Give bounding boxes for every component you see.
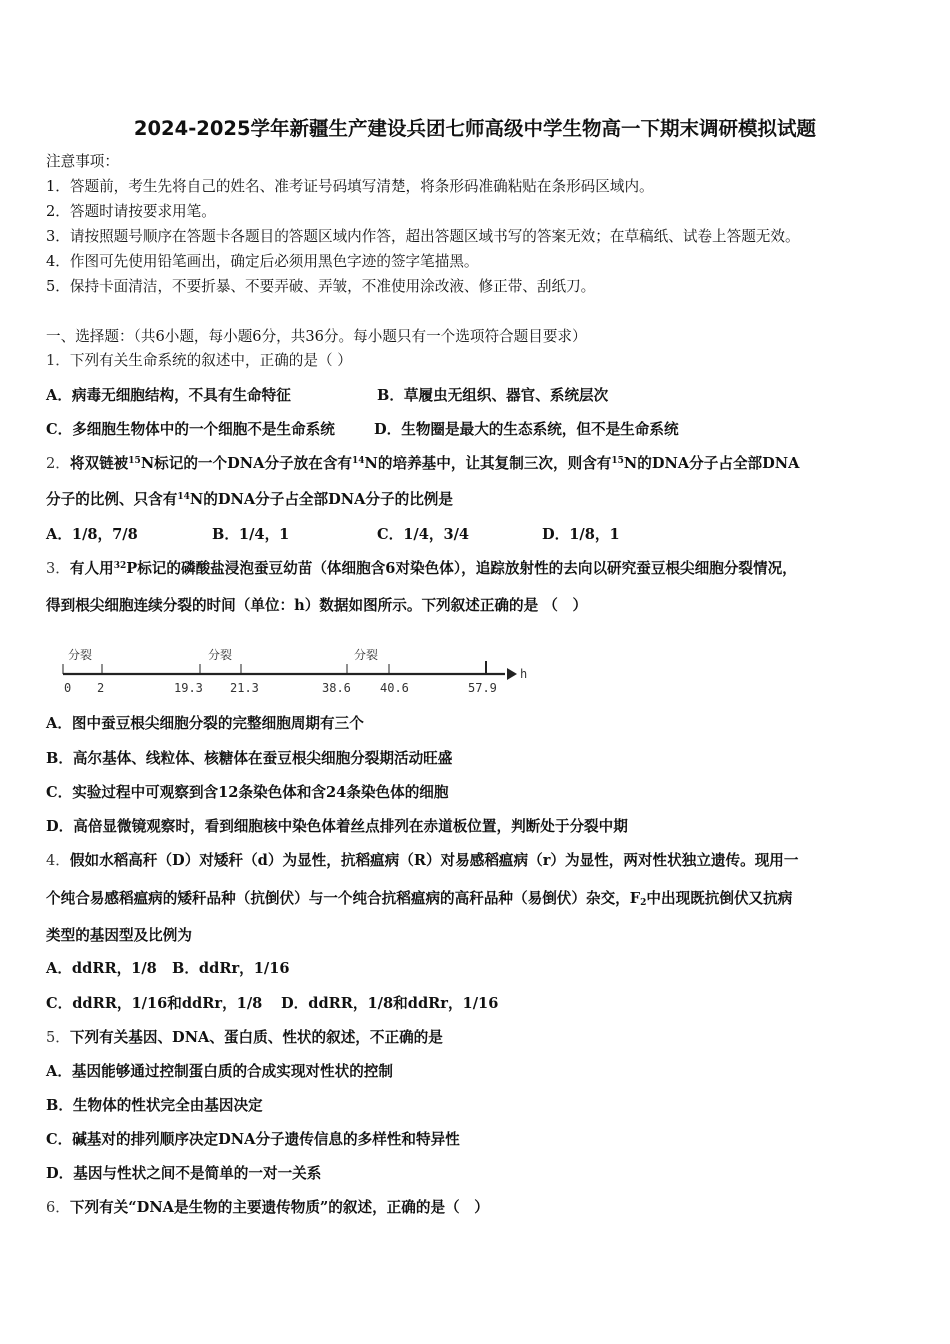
- q5-option-a: A．基因能够通过控制蛋白质的合成实现对性状的控制: [46, 1063, 393, 1080]
- notice-heading: 注意事项：: [46, 153, 119, 170]
- text-segment: N的DNA分子占全部DNA分子的比例是: [189, 491, 453, 508]
- q4-option-d: D．ddRR，1/8和ddRr，1/16: [281, 995, 499, 1012]
- division-label-2: 分裂: [208, 648, 233, 662]
- q5-option-b: B．生物体的性状完全由基因决定: [46, 1097, 263, 1114]
- notice-item-5: 5．保持卡面清洁，不要折暴、不要弄破、弄皱，不准使用涂改液、修正带、刮纸刀。: [46, 278, 596, 295]
- notice-item-1: 1．答题前，考生先将自己的姓名、准考证号码填写清楚，将条形码准确粘贴在条形码区域内。: [46, 178, 654, 195]
- question-5-stem: [46, 1028, 443, 1048]
- q3-option-b: B．高尔基体、线粒体、核糖体在蚕豆根尖细胞分裂期活动旺盛: [46, 750, 453, 767]
- q5-option-d: D．基因与性状之间不是简单的一对一关系: [46, 1165, 322, 1182]
- question-1-stem: [46, 351, 352, 371]
- text-segment: N的培养基中，让其复制三次，则含有: [364, 455, 612, 472]
- timeline-arrow: [507, 668, 517, 680]
- superscript: 14: [352, 456, 365, 466]
- tick-label: 21.3: [230, 681, 259, 695]
- text-segment: 有人用: [69, 560, 114, 577]
- question-3-line-2: 得到根尖细胞连续分裂的时间（单位：h）数据如图所示。下列叙述正确的是 （ ）: [46, 597, 588, 614]
- superscript: 14: [177, 492, 190, 502]
- q2-option-b: B．1/4，1: [212, 526, 290, 543]
- tick-label: 0: [64, 681, 72, 695]
- q3-option-a: A．图中蚕豆根尖细胞分裂的完整细胞周期有三个: [46, 715, 364, 732]
- question-number: 6．: [46, 1199, 70, 1216]
- q4-option-b: B．ddRr，1/16: [172, 960, 290, 977]
- tick-label: 38.6: [322, 681, 351, 695]
- question-2-line-1: [46, 454, 799, 474]
- q3-option-c: C．实验过程中可观察到含12条染色体和含24条染色体的细胞: [46, 784, 449, 801]
- text-segment: 假如水稻高秆（D）对矮秆（d）为显性，抗稻瘟病（R）对易感稻瘟病（r）为显性，两对性状独立遗传。现用一: [69, 852, 799, 869]
- division-label-1: 分裂: [68, 648, 93, 662]
- q3-option-d: D．高倍显微镜观察时，看到细胞核中染色体着丝点排列在赤道板位置，判断处于分裂中期: [46, 818, 628, 835]
- superscript: 32: [113, 561, 127, 571]
- question-text: 下列有关生命系统的叙述中，正确的是（ ）: [69, 352, 352, 369]
- q4-option-c: C．ddRR，1/16和ddRr，1/8: [46, 995, 263, 1012]
- subscript: 2: [640, 898, 647, 908]
- notice-item-2: 2．答题时请按要求用笔。: [46, 203, 216, 220]
- question-number: 2．: [46, 455, 70, 472]
- text-segment: P标记的磷酸盐浸泡蚕豆幼苗（体细胞含6对染色体），追踪放射性的去向以研究蚕豆根尖细胞分裂情况，: [126, 560, 797, 577]
- text-segment: 分子的比例、只含有: [46, 491, 178, 508]
- superscript: 15: [611, 456, 624, 466]
- question-4-line-2: [46, 889, 792, 909]
- question-number: 1．: [46, 352, 70, 369]
- text-segment: 将双链被: [69, 455, 129, 472]
- q1-option-c: C．多细胞生物体中的一个细胞不是生命系统: [46, 421, 335, 438]
- cell-division-timeline: [55, 637, 535, 701]
- tick-label: 2: [97, 681, 105, 695]
- page-title: 2024-2025学年新疆生产建设兵团七师高级中学生物高一下期末调研模拟试题: [133, 117, 817, 140]
- superscript: 15: [128, 456, 141, 466]
- notice-item-4: 4．作图可先使用铅笔画出，确定后必须用黑色字迹的签字笔描黑。: [46, 253, 479, 270]
- q5-option-c: C．碱基对的排列顺序决定DNA分子遗传信息的多样性和特异性: [46, 1131, 460, 1148]
- q2-option-d: D．1/8，1: [542, 526, 620, 543]
- unit-label: h: [520, 667, 528, 681]
- question-4-line-3: 类型的基因型及比例为: [46, 927, 192, 944]
- question-3-line-1: [46, 559, 797, 579]
- q4-option-a: A．ddRR，1/8: [46, 960, 157, 977]
- text-segment: 中出现既抗倒伏又抗病: [646, 890, 793, 907]
- q2-option-a: A．1/8，7/8: [46, 526, 138, 543]
- q1-option-d: D．生物圈是最大的生态系统，但不是生命系统: [374, 421, 679, 438]
- section-heading: 一、选择题：（共6小题，每小题6分，共36分。每小题只有一个选项符合题目要求）: [46, 328, 587, 345]
- question-number: 3．: [46, 560, 70, 577]
- text-segment: N的DNA分子占全部DNA: [623, 455, 800, 472]
- text-segment: 个纯合易感稻瘟病的矮秆品种（抗倒伏）与一个纯合抗稻瘟病的高秆品种（易倒伏）杂交，F: [46, 890, 641, 907]
- question-2-line-2: [46, 490, 453, 510]
- tick-label: 19.3: [174, 681, 203, 695]
- q1-option-b: B．草履虫无组织、器官、系统层次: [377, 387, 609, 404]
- notice-item-3: 3．请按照题号顺序在答题卡各题目的答题区域内作答，超出答题区域书写的答案无效；在草稿纸、试卷上答题无效。: [46, 228, 800, 245]
- question-number: 4．: [46, 852, 70, 869]
- question-number: 5．: [46, 1029, 70, 1046]
- question-text: 下列有关基因、DNA、蛋白质、性状的叙述，不正确的是: [69, 1029, 443, 1046]
- q1-option-a: A．病毒无细胞结构，不具有生命特征: [46, 387, 291, 404]
- tick-label: 57.9: [468, 681, 497, 695]
- question-4-line-1: [46, 851, 798, 871]
- division-label-3: 分裂: [354, 648, 379, 662]
- text-segment: N标记的一个DNA分子放在含有: [140, 455, 353, 472]
- q2-option-c: C．1/4，3/4: [377, 526, 470, 543]
- question-text: 下列有关“DNA是生物的主要遗传物质”的叙述，正确的是（ ）: [69, 1199, 489, 1216]
- question-6-stem: [46, 1198, 489, 1218]
- tick-label: 40.6: [380, 681, 409, 695]
